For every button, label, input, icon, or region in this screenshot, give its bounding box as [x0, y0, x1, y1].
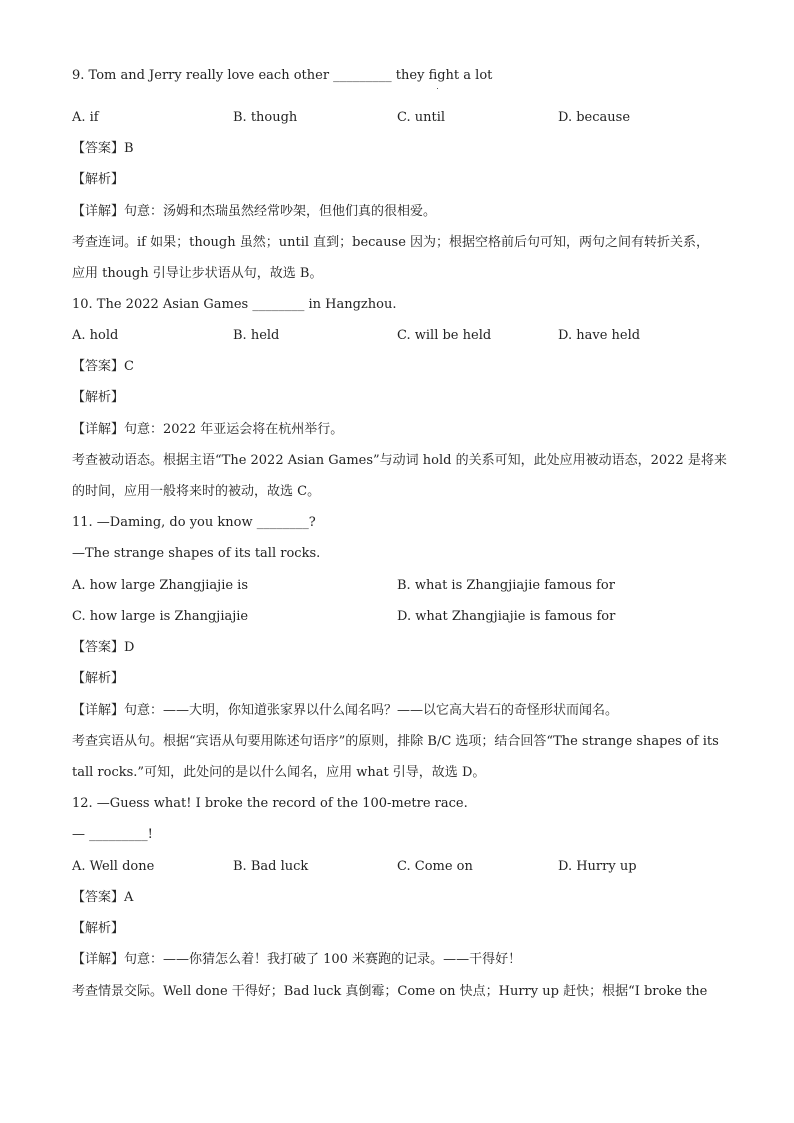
q10-answer: 【答案】C	[72, 359, 134, 374]
q11-detail: 【详解】句意：——大明，你知道张家界以什么闻名吗？——以它高大岩石的奇怪形状而闻名。	[72, 703, 619, 718]
q9-option-a: A. if	[72, 110, 99, 125]
q9-option-d: D. because	[558, 110, 631, 125]
question-12-stem: 12. —Guess what! I broke the record of the 100-metre race.	[72, 796, 468, 811]
q9-option-c: C. until	[397, 110, 446, 125]
q12-explain-line-1: 考查情景交际。Well done 干得好；Bad luck 真倒霉；Come on 快点；Hurry up 赶快；根据“I broke the	[72, 984, 708, 999]
q11-explain-line-1: 考查宾语从句。根据“宾语从句要用陈述句语序”的原则，排除 B/C 选项；结合回答“The strange shapes of its	[72, 734, 719, 749]
q11-option-b: B. what is Zhangjiajie famous for	[397, 578, 615, 593]
q12-reply: — _________!	[72, 827, 153, 842]
q12-option-d: D. Hurry up	[558, 859, 637, 874]
q10-option-d: D. have held	[558, 328, 641, 343]
q12-answer: 【答案】A	[72, 890, 134, 905]
question-9-stem: 9. Tom and Jerry really love each other _________ they fight a lot	[72, 68, 493, 83]
q9-option-b: B. though	[233, 110, 298, 125]
q11-explain-line-2: tall rocks.”可知，此处问的是以什么闻名，应用 what 引导，故选 D。	[72, 765, 486, 780]
q11-option-a: A. how large Zhangjiajie is	[72, 578, 249, 593]
q12-detail: 【详解】句意：——你猜怎么着！我打破了 100 米赛跑的记录。——干得好！	[72, 952, 522, 967]
q10-option-b: B. held	[233, 328, 280, 343]
q10-option-c: C. will be held	[397, 328, 492, 343]
q12-option-c: C. Come on	[397, 859, 473, 874]
q12-option-b: B. Bad luck	[233, 859, 309, 874]
q9-detail: 【详解】句意：汤姆和杰瑞虽然经常吵架，但他们真的很相爱。	[72, 204, 437, 219]
q12-analysis-heading: 【解析】	[72, 921, 125, 936]
question-10-stem: 10. The 2022 Asian Games ________ in Hangzhou.	[72, 297, 397, 312]
q11-answer: 【答案】D	[72, 640, 135, 655]
stray-mark	[437, 88, 438, 89]
q10-option-a: A. hold	[72, 328, 119, 343]
q10-explain-line-2: 的时间，应用一般将来时的被动，故选 C。	[72, 484, 321, 499]
question-11-stem: 11. —Daming, do you know ________?	[72, 515, 316, 530]
q9-analysis-heading: 【解析】	[72, 172, 125, 187]
q10-detail: 【详解】句意：2022 年亚运会将在杭州举行。	[72, 422, 344, 437]
q11-option-c: C. how large is Zhangjiajie	[72, 609, 249, 624]
q11-analysis-heading: 【解析】	[72, 671, 125, 686]
q12-option-a: A. Well done	[72, 859, 155, 874]
q9-explain-line-1: 考查连词。if 如果；though 虽然；until 直到；because 因为；根据空格前后句可知，两句之间有转折关系，	[72, 235, 710, 250]
q11-reply: —The strange shapes of its tall rocks.	[72, 546, 321, 561]
q9-answer: 【答案】B	[72, 141, 134, 156]
q9-explain-line-2: 应用 though 引导让步状语从句，故选 B。	[72, 266, 323, 281]
q10-analysis-heading: 【解析】	[72, 390, 125, 405]
q11-option-d: D. what Zhangjiajie is famous for	[397, 609, 616, 624]
q10-explain-line-1: 考查被动语态。根据主语“The 2022 Asian Games”与动词 hold 的关系可知，此处应用被动语态，2022 是将来	[72, 453, 727, 468]
